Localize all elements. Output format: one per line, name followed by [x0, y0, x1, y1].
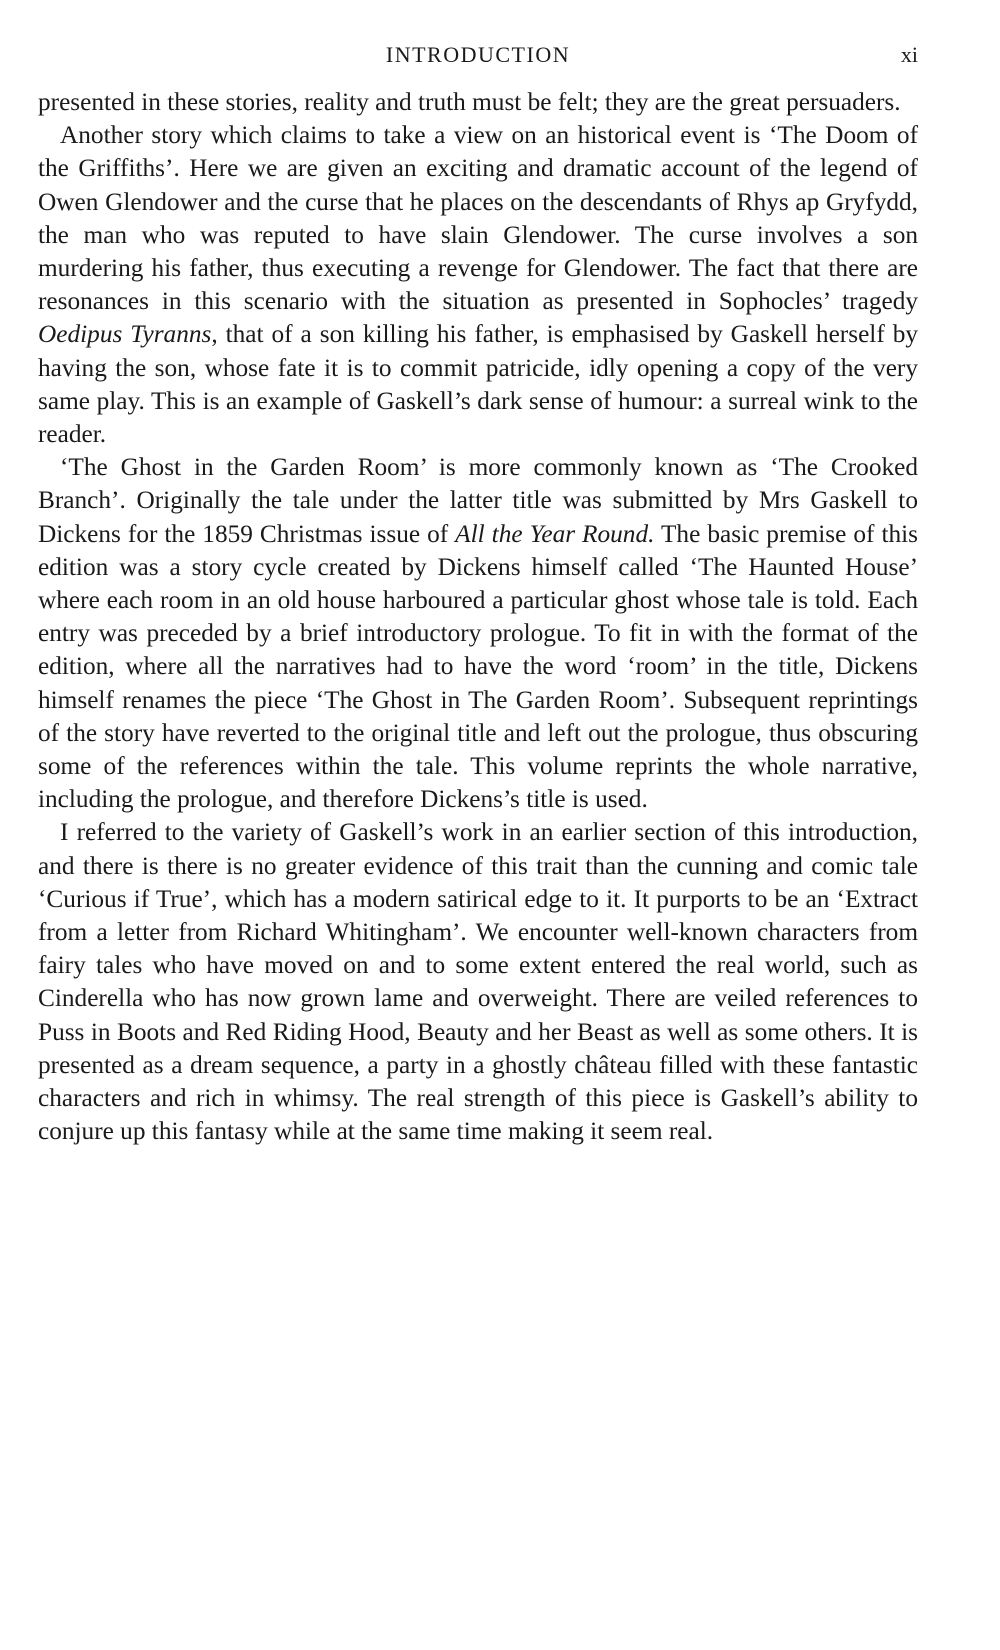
italic-title-oedipus: Oedipus Tyranns: [38, 320, 212, 349]
italic-title-all-the-year-round: All the Year Round.: [455, 519, 655, 548]
running-head-title: INTRODUCTION: [385, 42, 571, 67]
page-number: xi: [900, 42, 918, 67]
text-segment: , that of a son killing his father, is emphasised by Gaskell herself by having the son, whose fate it is to commit patricide, idly opening a copy of the very same play. This is an example of Gaskell’s dark sense of humour: a surreal wink to the reader.: [38, 320, 919, 449]
paragraph-continued: [38, 86, 918, 119]
text-segment: ‘The Ghost in the Garden Room’ is more commonly known as ‘The Crooked Branch’. Originally the tale under the latter title was submitted by Mrs Gaskell to Dickens for the 1859 Christmas issue of: [38, 453, 918, 548]
paragraph-doom-of-the-griffiths: [38, 119, 918, 451]
text-segment: presented in these stories, reality and truth must be felt; they are the great persuaders.: [38, 88, 901, 116]
body-text: [38, 86, 918, 1149]
text-segment: The basic premise of this edition was a story cycle created by Dickens himself called ‘The Haunted House’ where each room in an old house harboured a particular ghost whose tale is told. Each entry was preceded by a brief introductory prologue. To fit in with the format of the edition, where all the narratives had to have the word ‘room’ in the title, Dickens himself renames the piece ‘The Ghost in The Garden Room’. Subsequent reprintings of the story have reverted to the original title and left out the prologue, thus obscuring some of the references within the tale. This volume reprints the whole narrative, including the prologue, and therefore Dickens’s title is used.: [38, 519, 918, 814]
paragraph-curious-if-true: [38, 816, 918, 1148]
text-segment: Another story which claims to take a view on an historical event is ‘The Doom of the Griffiths’. Here we are given an exciting and dramatic account of the legend of Owen Glendower and the curse that he places on the descendants of Rhys ap Gryfydd, the man who was reputed to have slain Glendower. The curse involves a son murdering his father, thus executing a revenge for Glendower. The fact that there are resonances in this scenario with the situation as presented in Sophocles’ tragedy: [38, 121, 918, 316]
running-head: [38, 36, 918, 76]
text-segment: I referred to the variety of Gaskell’s work in an earlier section of this introduction, and there is there is no greater evidence of this trait than the cunning and comic tale ‘Curious if True’, which has a modern satirical edge to it. It purports to be an ‘Extract from a letter from Richard Whitingham’. We encounter well-known characters from fairy tales who have moved on and to some extent entered the real world, such as Cinderella who has now grown lame and overweight. There are veiled references to Puss in Boots and Red Riding Hood, Beauty and her Beast as well as some others. It is presented as a dream sequence, a party in a ghostly château filled with these fantastic characters and rich in whimsy. The real strength of this piece is Gaskell’s ability to conjure up this fantasy while at the same time making it seem real.: [38, 818, 918, 1146]
paragraph-ghost-in-garden-room: [38, 451, 918, 816]
book-page: [38, 36, 918, 1149]
